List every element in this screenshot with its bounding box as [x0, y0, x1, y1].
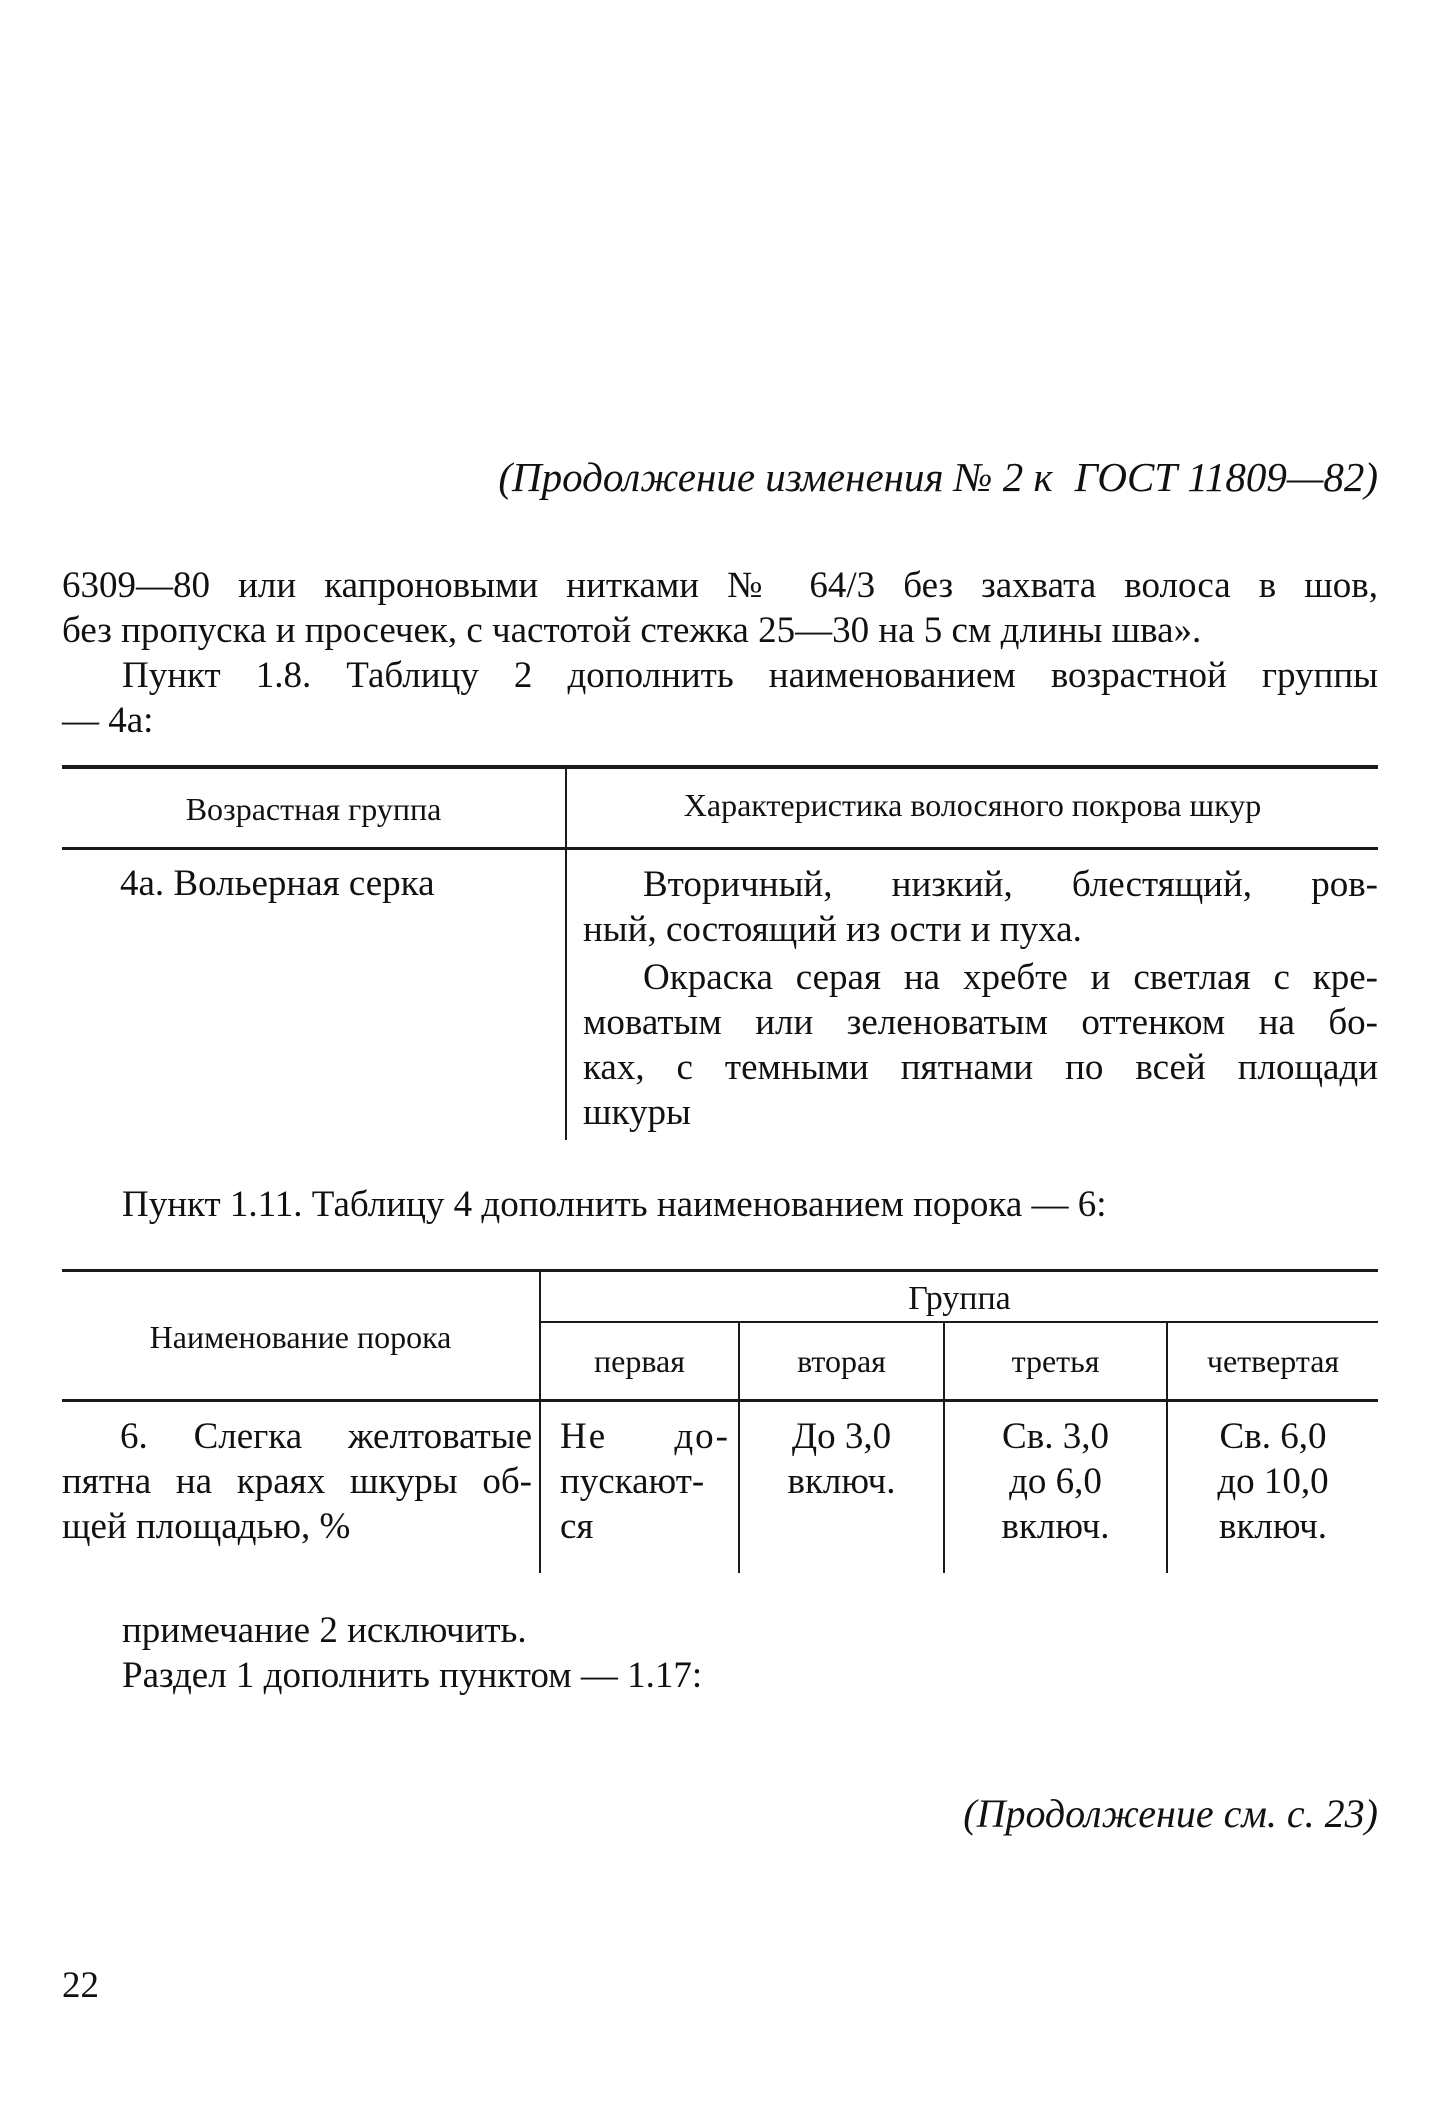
fourth-group-line: до 10,0	[1217, 1461, 1329, 1502]
second-group-line: включ.	[787, 1461, 896, 1502]
first-group-line: Не до-	[560, 1416, 730, 1457]
table-4-cell-fourth	[1168, 1414, 1378, 1549]
defect-line: щей площадью, %	[62, 1506, 351, 1547]
table-4-cell-second	[740, 1414, 943, 1504]
running-header	[60, 453, 1378, 501]
first-group-line: пускают-	[560, 1461, 705, 1502]
table-4-header-fourth: четвертая	[1206, 1343, 1340, 1379]
second-group-line: До 3,0	[791, 1416, 892, 1457]
table-2-header-rule	[62, 847, 1378, 850]
section-addition: Раздел 1 дополнить пунктом — 1.17:	[122, 1655, 703, 1696]
point-1-8-line-1: Пункт 1.8. Таблицу 2 дополнить наименованием возрастной группы	[122, 655, 1378, 696]
table-4-top-rule	[62, 1269, 1378, 1272]
running-header-continuation: (Продолжение изменения № 2 к	[498, 454, 1053, 500]
note-exclusion: примечание 2 исключить.	[122, 1610, 527, 1651]
continuation-footer: (Продолжение см. с. 23)	[963, 1791, 1378, 1836]
intro-line-1: 6309—80 или капроновыми нитками № 64/3 без захвата волоса в шов,	[62, 565, 1378, 606]
table-4-cell-defect	[62, 1414, 532, 1549]
table-2-cell-description	[583, 862, 1378, 1135]
description-line: шкуры	[583, 1092, 691, 1133]
page-number: 22	[62, 1965, 99, 2006]
fourth-group-line: включ.	[1218, 1506, 1327, 1547]
defect-line: 6. Слегка желтоватые	[120, 1416, 532, 1457]
table-2-header-age-group: Возрастная группа	[185, 791, 442, 827]
first-group-line: ся	[560, 1506, 594, 1547]
table-4-cell-third	[945, 1414, 1166, 1549]
third-group-line: Св. 3,0	[1002, 1416, 1109, 1457]
description-line: Окраска серая на хребте и светлая с кре-	[643, 957, 1378, 998]
table-2-top-rule	[62, 765, 1378, 769]
description-line: Вторичный, низкий, блестящий, ров-	[643, 864, 1378, 905]
third-group-line: до 6,0	[1009, 1461, 1102, 1502]
third-group-line: включ.	[1001, 1506, 1110, 1547]
table-4-header-third: третья	[1011, 1343, 1100, 1379]
table-4-header-group: Группа	[908, 1280, 1011, 1317]
table-2-header-characteristic: Характеристика волосяного покрова шкур	[683, 787, 1262, 823]
intro-line-2: без пропуска и просечек, с частотой стежка 25—30 на 5 см длины шва».	[62, 610, 1202, 651]
table-2-cell-age-group: 4а. Вольерная серка	[120, 863, 435, 904]
fourth-group-line: Св. 6,0	[1219, 1416, 1327, 1457]
description-line: моватым или зеленоватым оттенком на бо-	[583, 1002, 1378, 1043]
defect-line: пятна на краях шкуры об-	[62, 1461, 532, 1502]
table-4-group-rule	[540, 1321, 1378, 1323]
table-4-header-defect: Наименование порока	[149, 1319, 452, 1355]
running-header-standard: ГОСТ 11809—82)	[1074, 454, 1378, 500]
table-4-header-second: вторая	[797, 1343, 886, 1379]
table-4-cell-first	[560, 1414, 730, 1549]
table-4-header-rule	[62, 1399, 1378, 1402]
point-1-8-line-2: — 4а:	[62, 700, 154, 741]
point-1-11: Пункт 1.11. Таблицу 4 дополнить наименованием порока — 6:	[122, 1184, 1107, 1225]
description-line: ках, с темными пятнами по всей площади	[583, 1047, 1378, 1088]
description-line: ный, состоящий из ости и пуха.	[583, 909, 1082, 950]
after-table-text	[122, 1608, 702, 1698]
table-4-header-first: первая	[594, 1343, 685, 1379]
intro-paragraph	[62, 563, 1378, 743]
